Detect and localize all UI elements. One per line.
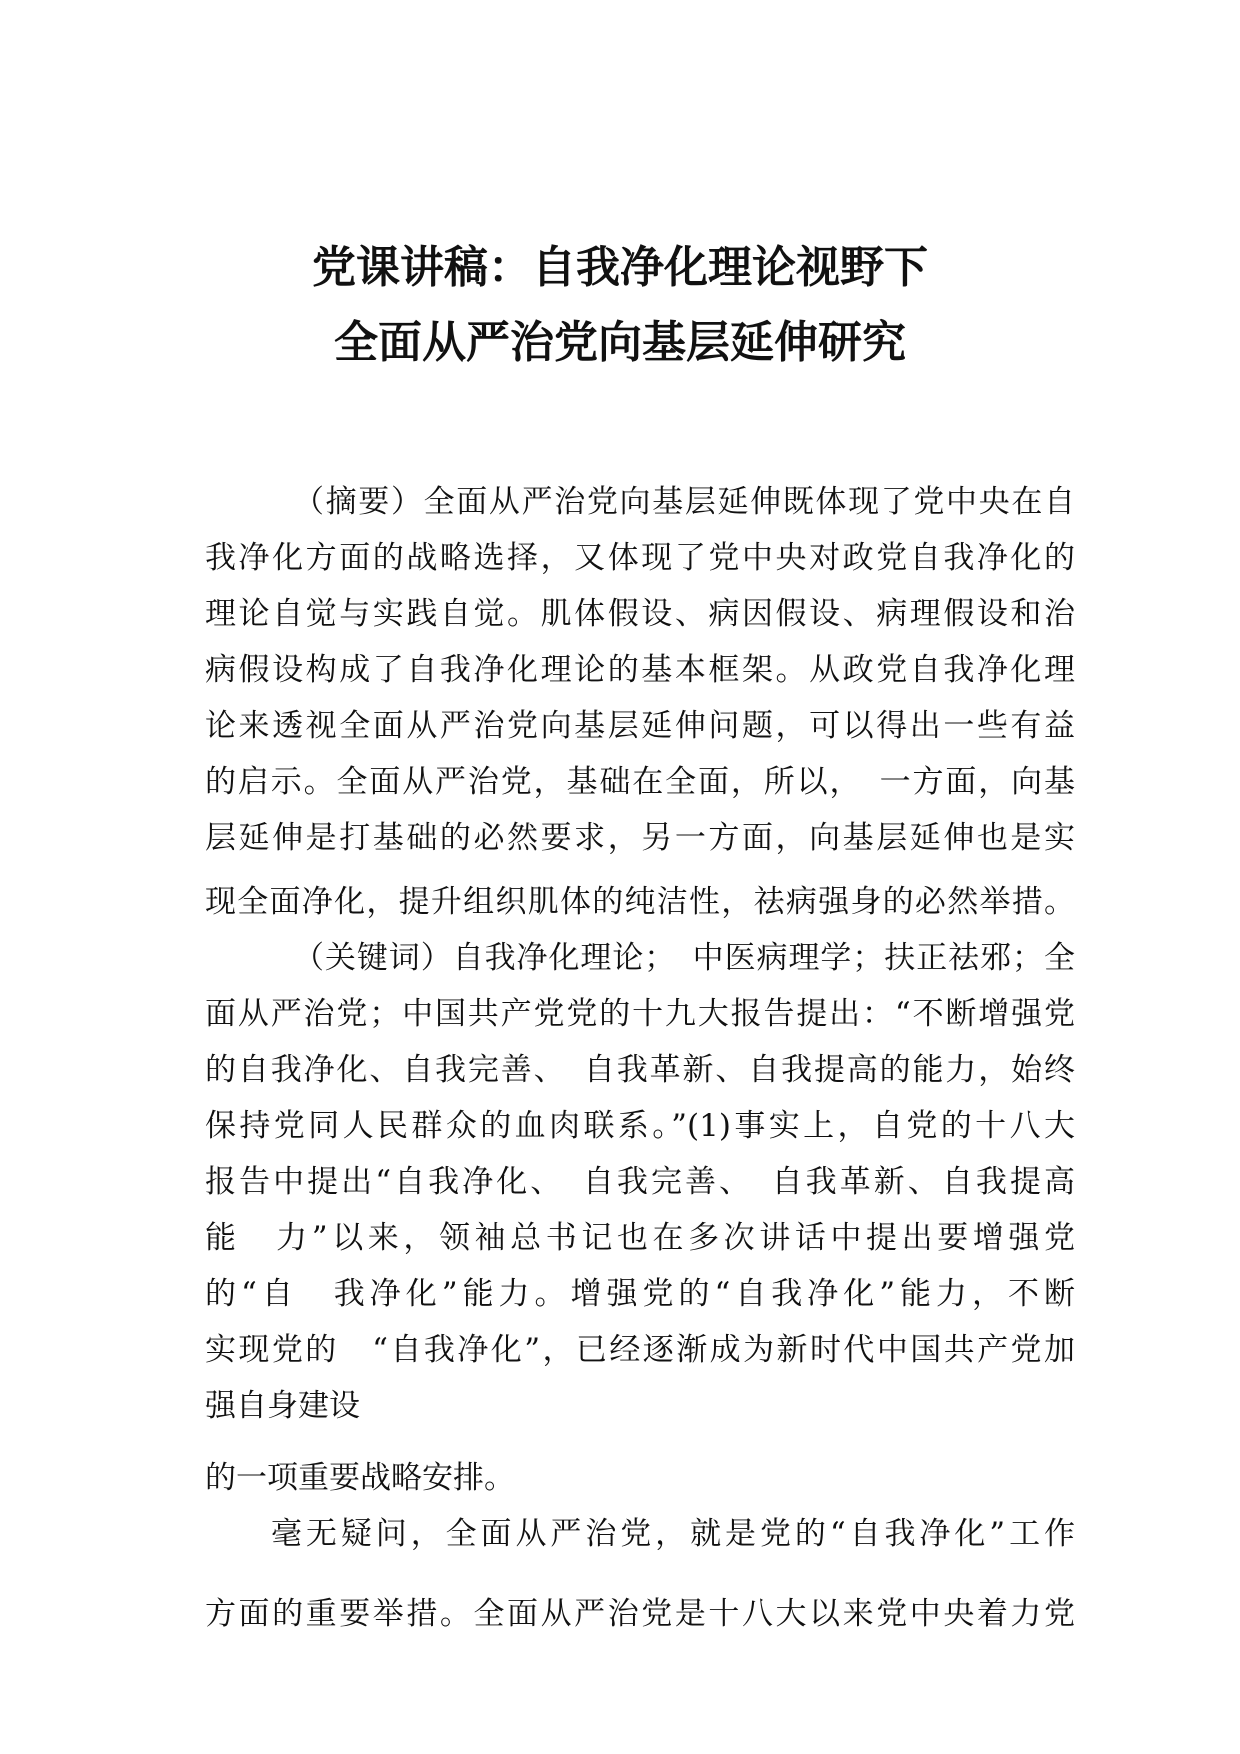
abstract-line: （摘要）全面从严治党向基层延伸既体现了党中央在自 bbox=[293, 484, 1075, 520]
abstract-line: 病假设构成了自我净化理论的基本框架。从政党自我净化理 bbox=[205, 652, 1075, 688]
body-line: 强自身建设 bbox=[205, 1388, 360, 1424]
abstract-line: 论来透视全面从严治党向基层延伸问题，可以得出一些有益 bbox=[205, 708, 1075, 744]
document-title-line-1: 党课讲稿：自我净化理论视野下 bbox=[312, 242, 928, 293]
body-line: 实现党的 “自我净化”，已经逐渐成为新时代中国共产党加 bbox=[205, 1332, 1075, 1368]
abstract-line: 层延伸是打基础的必然要求，另一方面，向基层延伸也是实 bbox=[205, 820, 1075, 856]
abstract-line: 理论自觉与实践自觉。肌体假设、病因假设、病理假设和治 bbox=[205, 596, 1075, 632]
document-title-line-2: 全面从严治党向基层延伸研究 bbox=[334, 317, 906, 368]
body-line: 保持党同人民群众的血肉联系。”(1)事实上，自党的十八大 bbox=[205, 1108, 1075, 1144]
keywords-line: （关键词）自我净化理论； 中医病理学；扶正祛邪；全 bbox=[293, 940, 1075, 976]
body-line: 的自我净化、自我完善、 自我革新、自我提高的能力，始终 bbox=[205, 1052, 1075, 1088]
body-line: 报告中提出“自我净化、 自我完善、 自我革新、自我提高 bbox=[205, 1164, 1075, 1200]
body-line: 毫无疑问，全面从严治党，就是党的“自我净化”工作 bbox=[271, 1516, 1075, 1552]
body-line: 方面的重要举措。全面从严治党是十八大以来党中央着力党 bbox=[205, 1596, 1075, 1632]
body-line: 能 力”以来，领袖总书记也在多次讲话中提出要增强党 bbox=[205, 1220, 1075, 1256]
abstract-line: 现全面净化，提升组织肌体的纯洁性，祛病强身的必然举措。 bbox=[205, 884, 1075, 920]
body-line: 的“自 我净化”能力。增强党的“自我净化”能力，不断 bbox=[205, 1276, 1075, 1312]
body-line: 的一项重要战略安排。 bbox=[205, 1460, 515, 1496]
abstract-line: 我净化方面的战略选择，又体现了党中央对政党自我净化的 bbox=[205, 540, 1075, 576]
body-line: 面从严治党；中国共产党党的十九大报告提出：“不断增强党 bbox=[205, 996, 1075, 1032]
abstract-line: 的启示。全面从严治党，基础在全面，所以， 一方面，向基 bbox=[205, 764, 1075, 800]
